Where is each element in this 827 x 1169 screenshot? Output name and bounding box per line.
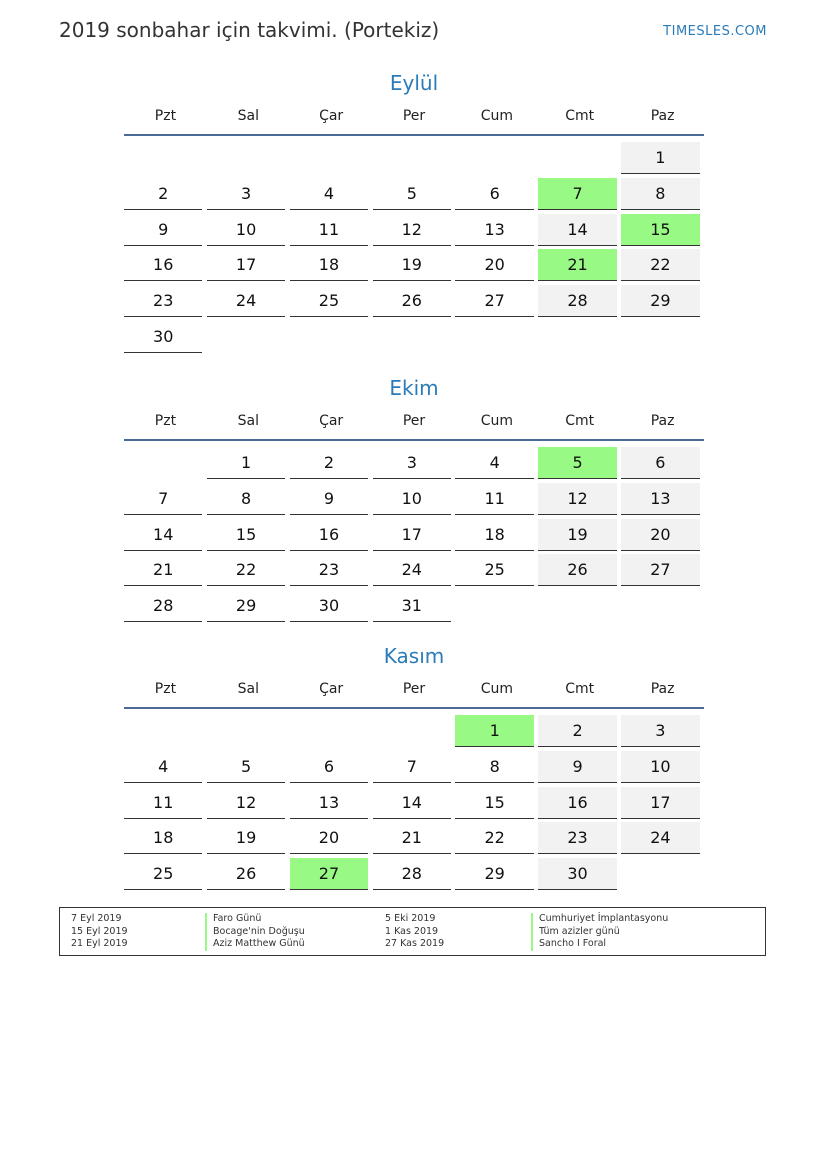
day-cell: 30 [290,590,368,622]
week-row [124,176,704,212]
empty-day-cell [207,715,285,747]
day-cell: 14 [124,519,202,551]
day-cell: 4 [455,447,533,479]
legend-date: 15 Eyl 2019 [71,926,128,937]
empty-day-cell [124,142,202,174]
day-cell: 17 [373,519,451,551]
weekday-label: Per [402,681,426,697]
day-cell: 19 [207,822,285,854]
day-cell: 9 [124,214,202,246]
weekend-day-cell: 19 [538,519,616,551]
day-cell: 19 [373,249,451,281]
empty-day-cell [124,715,202,747]
holiday-day-cell: 7 [538,178,616,210]
weekday-label: Cum [480,413,514,429]
weekday-label: Cum [480,108,514,124]
holiday-day-cell: 5 [538,447,616,479]
day-cell: 23 [124,285,202,317]
weekday-label: Çar [319,108,344,124]
day-cell: 1 [207,447,285,479]
weekday-label: Paz [650,108,675,124]
weekend-day-cell: 26 [538,554,616,586]
weekend-day-cell: 12 [538,483,616,515]
legend-date: 21 Eyl 2019 [71,938,128,949]
weekend-day-cell: 22 [621,249,699,281]
holiday-day-cell: 21 [538,249,616,281]
empty-day-cell [124,447,202,479]
day-cell: 6 [290,751,368,783]
weekday-label: Per [402,413,426,429]
weekday-label: Çar [319,681,344,697]
day-cell: 7 [373,751,451,783]
day-cell: 6 [455,178,533,210]
page-title: 2019 sonbahar için takvimi. (Portekiz) [59,18,440,42]
legend-holiday-name: Bocage'nin Doğuşu [205,926,305,939]
weekday-label: Sal [237,413,259,429]
weekend-day-cell: 9 [538,751,616,783]
weekend-day-cell: 28 [538,285,616,317]
day-cell: 10 [207,214,285,246]
day-cell: 13 [455,214,533,246]
weeks-grid [124,140,704,355]
day-cell: 29 [207,590,285,622]
day-cell: 21 [124,554,202,586]
day-cell: 25 [124,858,202,890]
weekday-label: Pzt [154,413,177,429]
weekend-day-cell: 2 [538,715,616,747]
empty-day-cell [290,142,368,174]
empty-day-cell [538,590,616,622]
empty-day-cell [621,858,699,890]
weekend-day-cell: 27 [621,554,699,586]
weekend-day-cell: 3 [621,715,699,747]
weekday-label: Cmt [565,681,595,697]
weekend-day-cell: 20 [621,519,699,551]
day-cell: 8 [207,483,285,515]
day-cell: 27 [455,285,533,317]
empty-day-cell [621,590,699,622]
day-cell: 18 [290,249,368,281]
weekend-day-cell: 13 [621,483,699,515]
weekday-label: Per [402,108,426,124]
week-row [124,283,704,319]
month-november [124,641,704,892]
weekday-header-row [124,106,704,136]
day-cell: 15 [207,519,285,551]
weekday-label: Sal [237,681,259,697]
day-cell: 20 [290,822,368,854]
legend-date: 1 Kas 2019 [385,926,439,937]
weekday-label: Cmt [565,413,595,429]
empty-day-cell [207,321,285,353]
site-link[interactable]: TIMESLES.COM [663,24,767,39]
week-row [124,713,704,749]
weekend-day-cell: 24 [621,822,699,854]
week-row [124,319,704,355]
week-row [124,749,704,785]
day-cell: 4 [290,178,368,210]
week-row [124,856,704,892]
day-cell: 3 [373,447,451,479]
day-cell: 13 [290,787,368,819]
day-cell: 25 [290,285,368,317]
day-cell: 31 [373,590,451,622]
weeks-grid [124,445,704,624]
weekend-day-cell: 17 [621,787,699,819]
day-cell: 7 [124,483,202,515]
week-row [124,247,704,283]
day-cell: 16 [124,249,202,281]
weekday-header-row [124,411,704,441]
day-cell: 10 [373,483,451,515]
week-row [124,552,704,588]
empty-day-cell [621,321,699,353]
day-cell: 26 [207,858,285,890]
weekend-day-cell: 10 [621,751,699,783]
legend-holiday-name: Sancho I Foral [531,938,606,951]
week-row [124,588,704,624]
day-cell: 23 [290,554,368,586]
week-row [124,140,704,176]
day-cell: 17 [207,249,285,281]
week-row [124,820,704,856]
week-row [124,445,704,481]
day-cell: 8 [455,751,533,783]
legend-date: 5 Eki 2019 [385,913,436,924]
weekday-label: Pzt [154,681,177,697]
empty-day-cell [538,142,616,174]
day-cell: 16 [290,519,368,551]
day-cell: 11 [290,214,368,246]
empty-day-cell [455,142,533,174]
legend-date: 7 Eyl 2019 [71,913,122,924]
weekday-header-row [124,679,704,709]
weekday-label: Sal [237,108,259,124]
day-cell: 24 [373,554,451,586]
empty-day-cell [290,321,368,353]
weekend-day-cell: 14 [538,214,616,246]
day-cell: 24 [207,285,285,317]
empty-day-cell [290,715,368,747]
day-cell: 4 [124,751,202,783]
month-title: Kasım [383,644,445,668]
day-cell: 26 [373,285,451,317]
empty-day-cell [455,321,533,353]
weekend-day-cell: 23 [538,822,616,854]
weekday-label: Pzt [154,108,177,124]
month-september [124,68,704,355]
empty-day-cell [373,142,451,174]
day-cell: 15 [455,787,533,819]
empty-day-cell [538,321,616,353]
day-cell: 5 [373,178,451,210]
day-cell: 9 [290,483,368,515]
holiday-day-cell: 27 [290,858,368,890]
month-october [124,373,704,624]
weekday-label: Paz [650,413,675,429]
day-cell: 22 [207,554,285,586]
day-cell: 18 [455,519,533,551]
weekend-day-cell: 1 [621,142,699,174]
day-cell: 2 [290,447,368,479]
weekday-label: Çar [319,413,344,429]
day-cell: 11 [124,787,202,819]
weeks-grid [124,713,704,892]
holiday-day-cell: 15 [621,214,699,246]
day-cell: 18 [124,822,202,854]
legend-date: 27 Kas 2019 [385,938,445,949]
weekend-day-cell: 16 [538,787,616,819]
day-cell: 12 [373,214,451,246]
empty-day-cell [207,142,285,174]
day-cell: 21 [373,822,451,854]
month-title: Ekim [389,376,439,400]
day-cell: 5 [207,751,285,783]
month-title: Eylül [389,71,439,95]
day-cell: 28 [373,858,451,890]
week-row [124,517,704,553]
legend-holiday-name: Cumhuriyet İmplantasyonu [531,913,668,926]
day-cell: 22 [455,822,533,854]
weekend-day-cell: 30 [538,858,616,890]
weekday-label: Cum [480,681,514,697]
day-cell: 11 [455,483,533,515]
day-cell: 30 [124,321,202,353]
holiday-day-cell: 1 [455,715,533,747]
week-row [124,785,704,821]
day-cell: 3 [207,178,285,210]
weekday-label: Paz [650,681,675,697]
legend-holiday-name: Aziz Matthew Günü [205,938,305,951]
weekday-label: Cmt [565,108,595,124]
legend-holiday-name: Faro Günü [205,913,261,926]
day-cell: 29 [455,858,533,890]
weekend-day-cell: 8 [621,178,699,210]
day-cell: 20 [455,249,533,281]
day-cell: 28 [124,590,202,622]
day-cell: 12 [207,787,285,819]
empty-day-cell [373,321,451,353]
empty-day-cell [373,715,451,747]
weekend-day-cell: 29 [621,285,699,317]
day-cell: 25 [455,554,533,586]
day-cell: 2 [124,178,202,210]
week-row [124,212,704,248]
weekend-day-cell: 6 [621,447,699,479]
holiday-legend [59,907,766,956]
week-row [124,481,704,517]
empty-day-cell [455,590,533,622]
day-cell: 14 [373,787,451,819]
legend-holiday-name: Tüm azizler günü [531,926,620,939]
